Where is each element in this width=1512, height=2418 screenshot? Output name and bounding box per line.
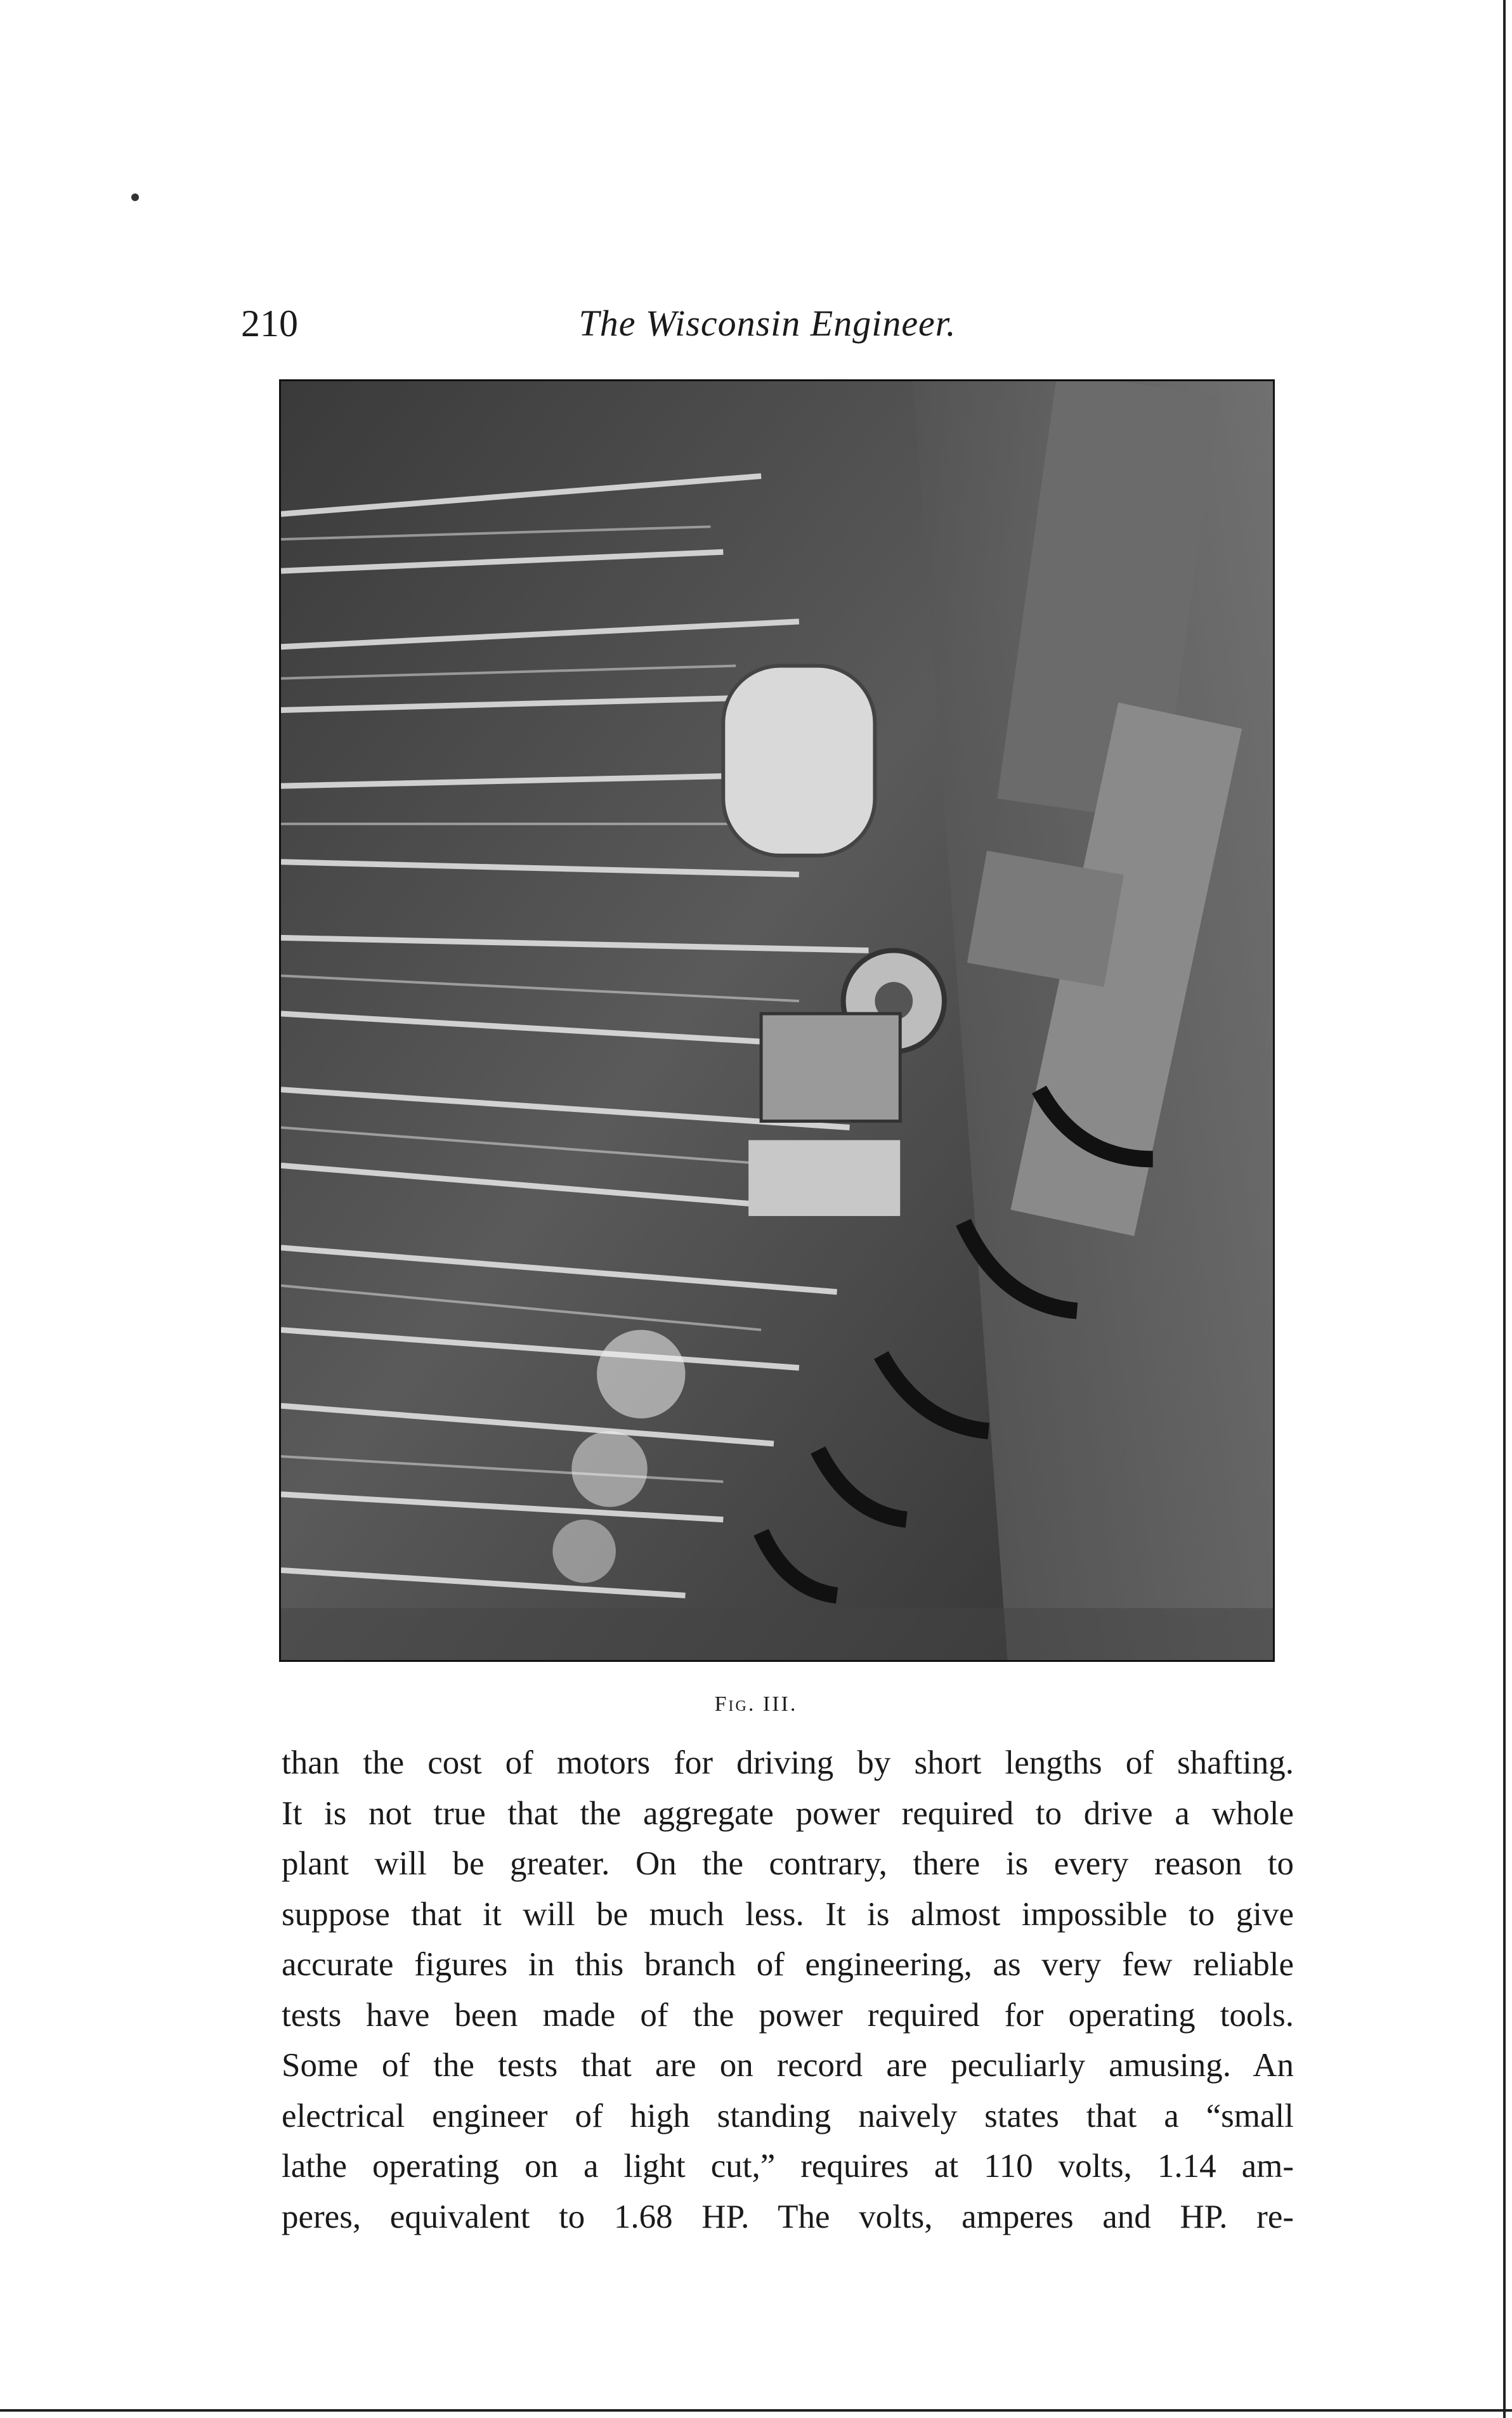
body-paragraph <box>282 1738 1294 2242</box>
text-line: than the cost of motors for driving by short lengths of shafting. <box>282 1744 1294 1781</box>
text-line: lathe operating on a light cut,” requires at 110 volts, 1.14 am- <box>282 2148 1294 2185</box>
page-edge-bottom <box>0 2409 1512 2412</box>
text-line: plant will be greater. On the contrary, there is every reason to <box>282 1845 1294 1882</box>
running-title: The Wisconsin Engineer. <box>578 303 956 344</box>
text-line: peres, equivalent to 1.68 HP. The volts, amperes and HP. re- <box>282 2198 1294 2235</box>
text-line: Some of the tests that are on record are peculiarly amusing. An <box>282 2047 1294 2084</box>
text-line: accurate figures in this branch of engineering, as very few reliable <box>282 1946 1294 1983</box>
text-line: suppose that it will be much less. It is almost impossible to give <box>282 1895 1294 1933</box>
page-header <box>241 298 1294 349</box>
figure-caption: Fig. III. <box>714 1692 798 1716</box>
text-line: It is not true that the aggregate power required to drive a whole <box>282 1794 1294 1832</box>
text-line: tests have been made of the power required for operating tools. <box>282 1996 1294 2034</box>
page-edge-right <box>1503 0 1506 2418</box>
ink-speck <box>131 193 139 201</box>
figure-photo <box>279 379 1275 1662</box>
text-line: electrical engineer of high standing naively states that a “small <box>282 2097 1294 2134</box>
machine-shop-photo-icon <box>281 381 1273 1660</box>
page-number: 210 <box>241 303 298 344</box>
